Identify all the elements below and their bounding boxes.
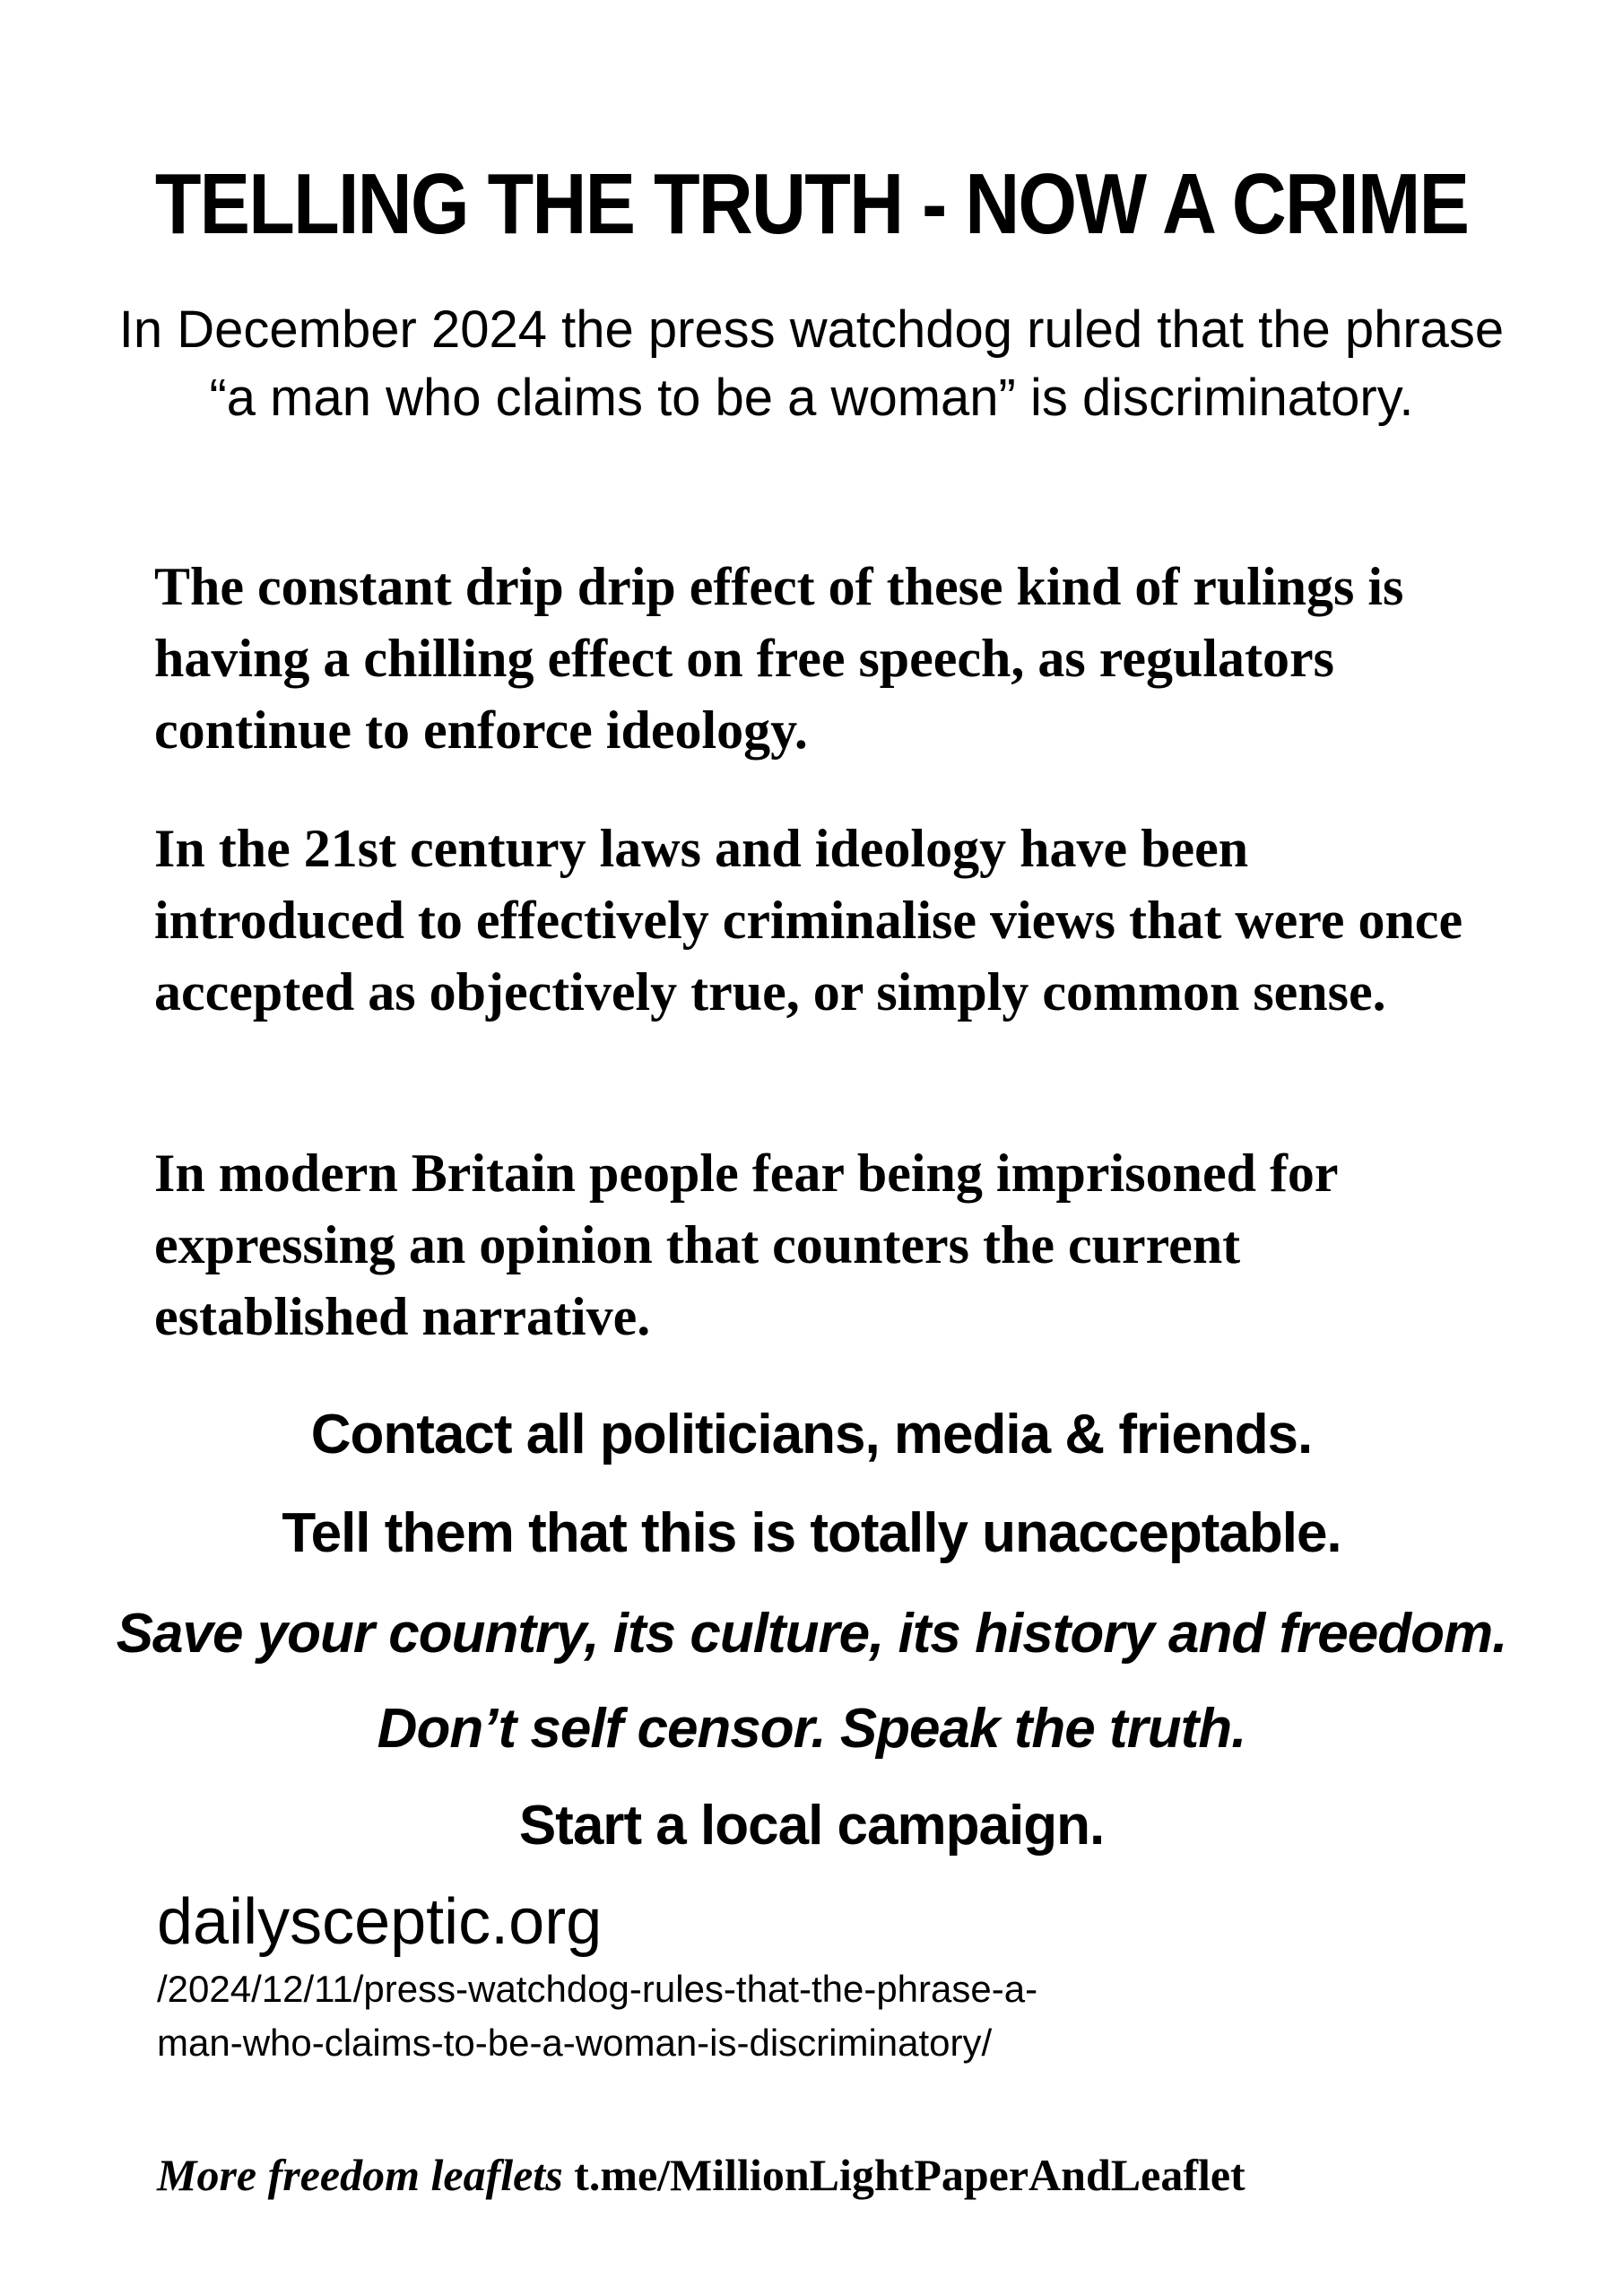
intro-statement: In December 2024 the press watchdog ruled that the phrase “a man who claims to be a woman” is discriminatory. bbox=[118, 300, 1505, 427]
paragraph-fear-imprisoned: In modern Britain people fear being imprisoned for expressing an opinion that counters the current established narrative. bbox=[154, 1144, 1338, 1346]
source-path-line-2: man-who-claims-to-be-a-woman-is-discriminatory/ bbox=[157, 2022, 993, 2064]
page-title: TELLING THE TRUTH - NOW A CRIME bbox=[154, 156, 1469, 252]
footer-leaflets bbox=[157, 2144, 1502, 2206]
footer-link[interactable]: t.me/MillionLightPaperAndLeaflet bbox=[574, 2150, 1245, 2200]
source-path-line-1: /2024/12/11/press-watchdog-rules-that-the-phrase-a- bbox=[157, 1968, 1038, 2010]
source-path[interactable] bbox=[157, 1962, 1502, 2070]
call-tell-them: Tell them that this is totally unacceptable. bbox=[282, 1502, 1341, 1564]
call-save-country: Save your country, its culture, its history and freedom. bbox=[116, 1603, 1507, 1665]
call-contact-politicians: Contact all politicians, media & friends. bbox=[310, 1404, 1313, 1465]
call-speak-truth: Don’t self censor. Speak the truth. bbox=[377, 1698, 1246, 1760]
call-local-campaign: Start a local campaign. bbox=[518, 1795, 1105, 1857]
footer-prefix: More freedom leaflets bbox=[157, 2150, 563, 2200]
source-site[interactable]: dailysceptic.org bbox=[157, 1886, 603, 1958]
paragraph-chilling-effect: The constant drip drip effect of these kind of rulings is having a chilling effect on free speech, as regulators continue to enforce ideology. bbox=[154, 557, 1404, 760]
paragraph-criminalise-views: In the 21st century laws and ideology have been introduced to effectively criminalise views that were once accepted as objectively true, or simply common sense. bbox=[154, 819, 1463, 1022]
